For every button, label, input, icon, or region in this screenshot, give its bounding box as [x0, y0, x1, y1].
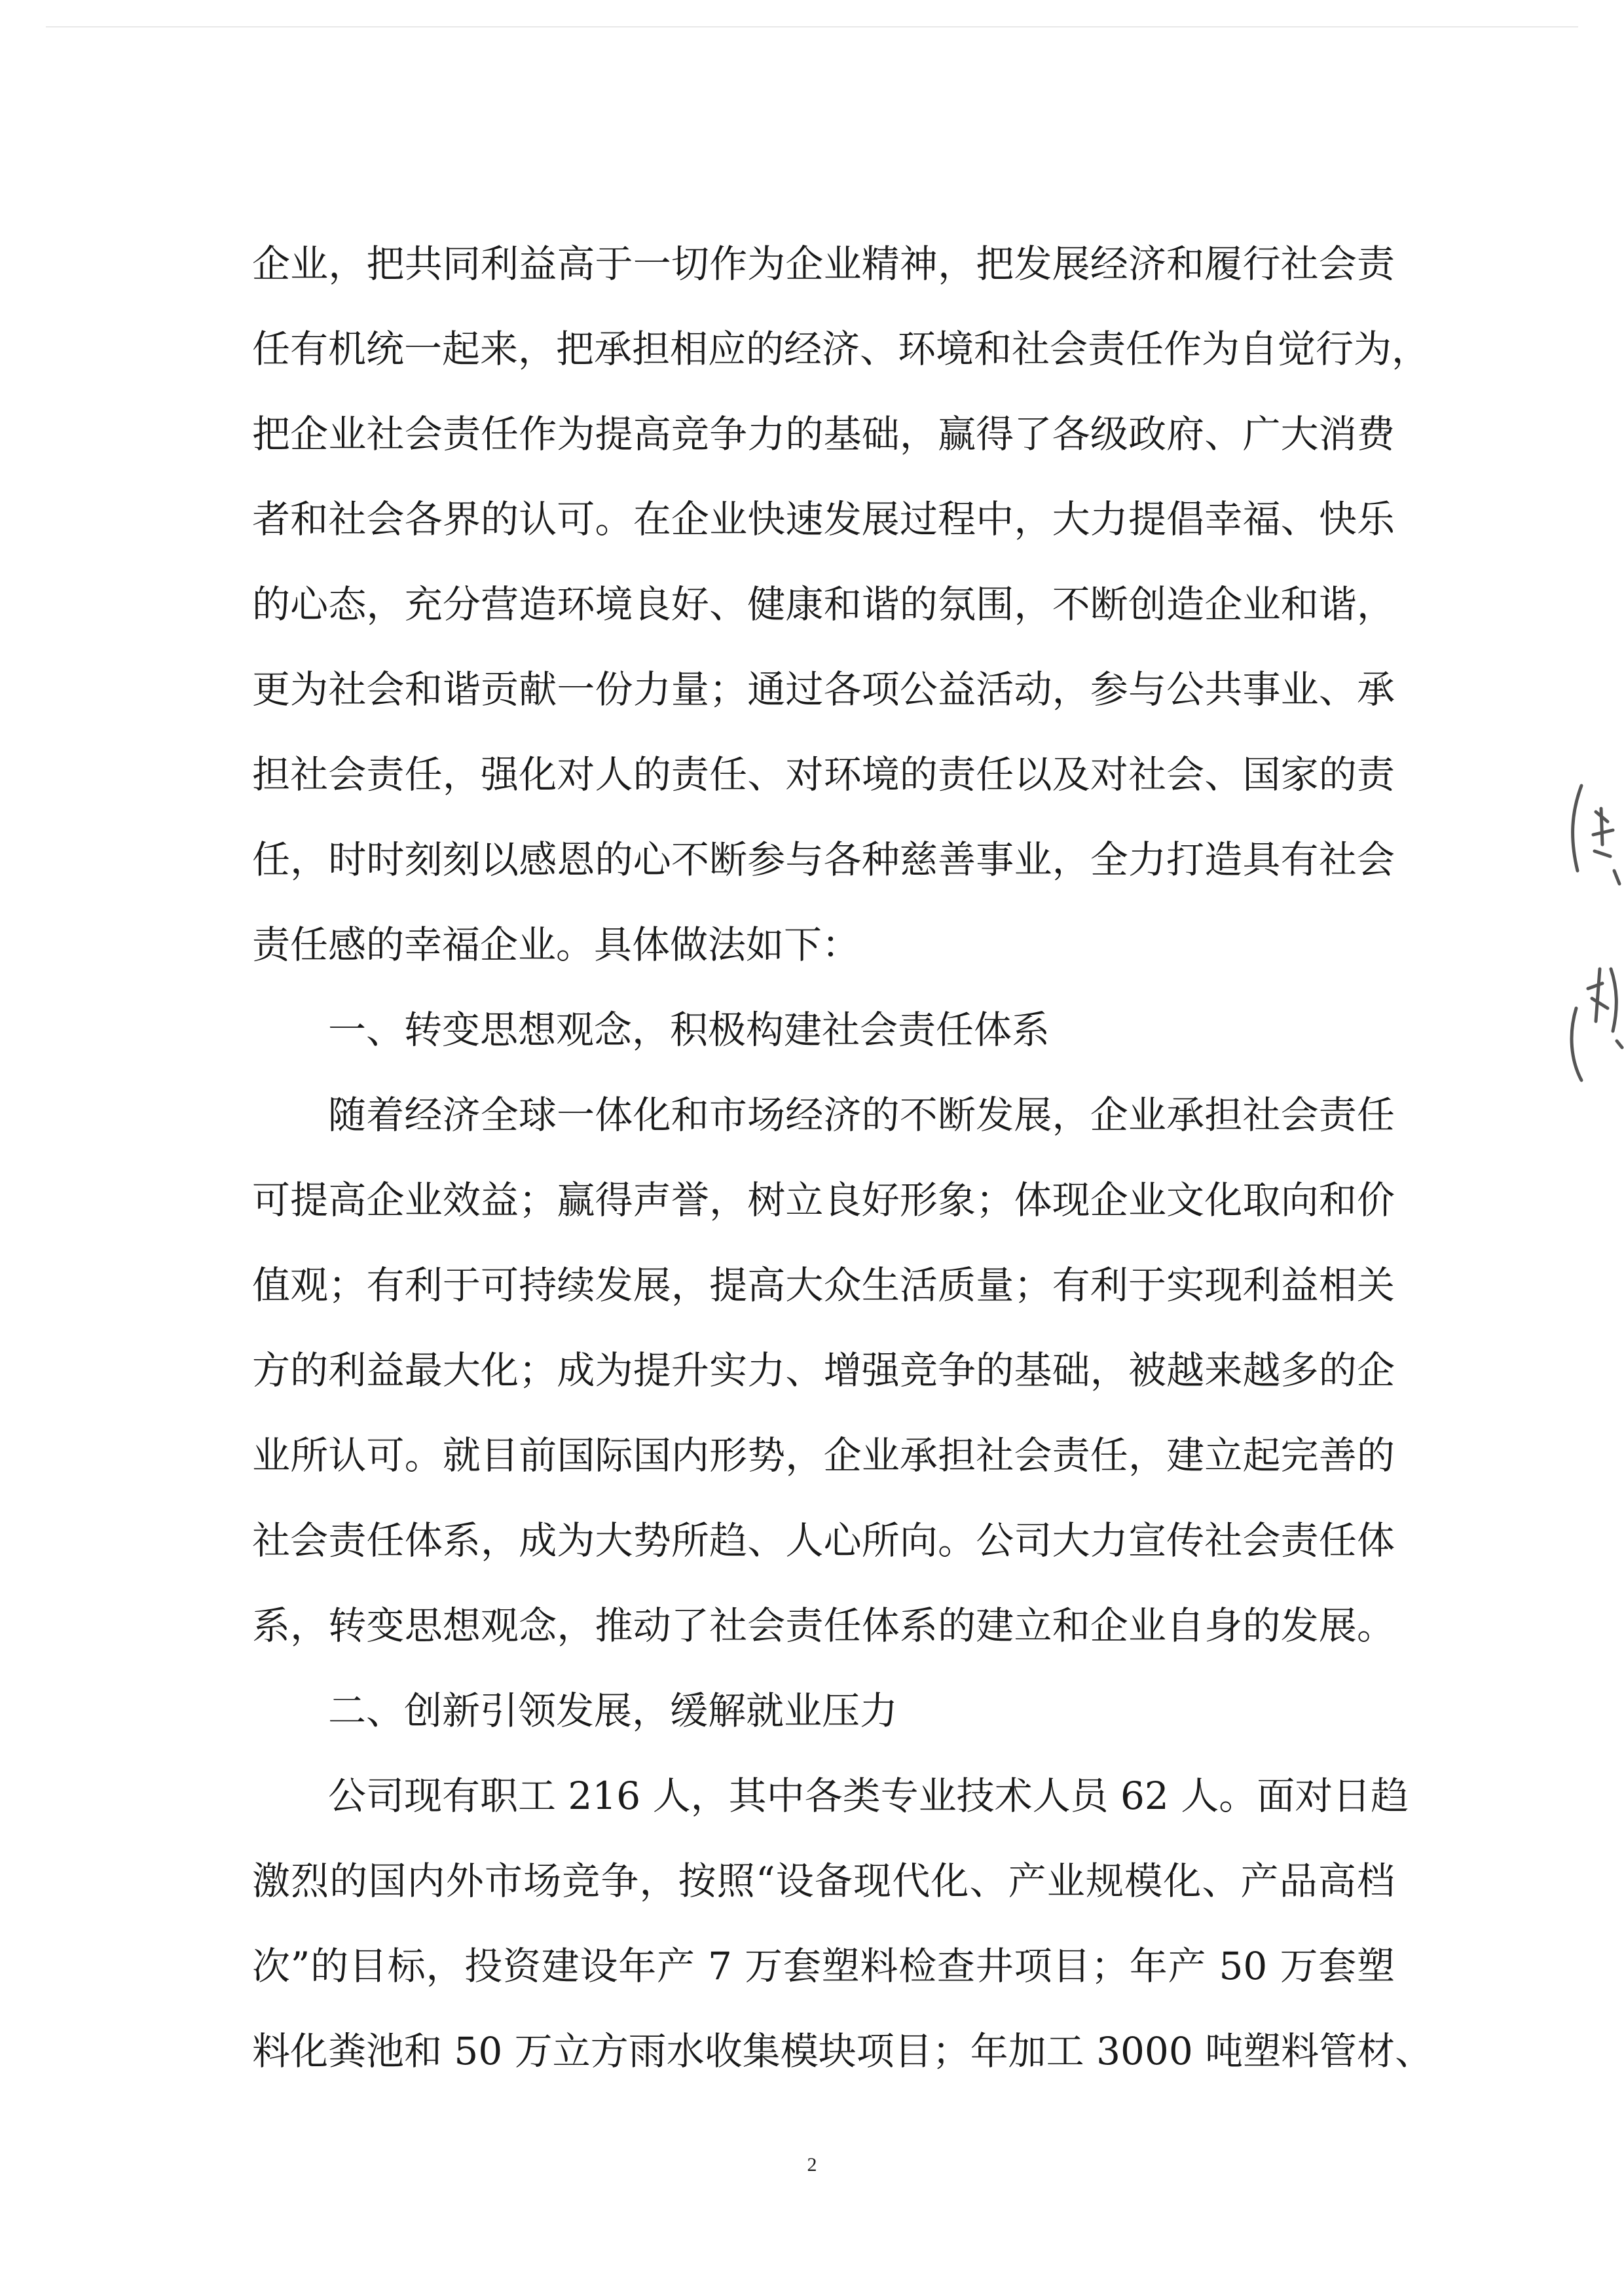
- text-line: 任有机统一起来，把承担相应的经济、环境和社会责任作为自觉行为，: [252, 327, 1430, 371]
- text-line: 料化粪池和 50 万立方雨水收集模块项目；年加工 3000 吨塑料管材、: [252, 2029, 1433, 2073]
- section-heading-1: 一、转变思想观念，积极构建社会责任体系: [328, 1008, 1050, 1052]
- text-line: 公司现有职工 216 人，其中各类专业技术人员 62 人。面对日趋: [328, 1774, 1409, 1818]
- text-line: 企业，把共同利益高于一切作为企业精神，把发展经济和履行社会责: [252, 242, 1395, 286]
- text-line: 把企业社会责任作为提高竞争力的基础，赢得了各级政府、广大消费: [252, 412, 1395, 456]
- text-line: 次”的目标，投资建设年产 7 万套塑料检查井项目；年产 50 万套塑: [252, 1944, 1395, 1988]
- text-line: 者和社会各界的认可。在企业快速发展过程中，大力提倡幸福、快乐: [252, 497, 1395, 541]
- text-line: 业所认可。就目前国际国内形势，企业承担社会责任，建立起完善的: [252, 1433, 1395, 1478]
- page-number: 2: [807, 2154, 817, 2176]
- text-line: 可提高企业效益；赢得声誉，树立良好形象；体现企业文化取向和价: [252, 1178, 1395, 1222]
- text-line: 系，转变思想观念，推动了社会责任体系的建立和企业自身的发展。: [252, 1603, 1395, 1648]
- seal-stamp-fragment: [1562, 773, 1624, 1100]
- text-line: 担社会责任，强化对人的责任、对环境的责任以及对社会、国家的责: [252, 752, 1395, 797]
- scan-edge-divider: [46, 26, 1578, 27]
- section-heading-2: 二、创新引领发展，缓解就业压力: [328, 1688, 898, 1733]
- text-line: 方的利益最大化；成为提升实力、增强竞争的基础，被越来越多的企: [252, 1348, 1395, 1393]
- text-line: 随着经济全球一体化和市场经济的不断发展，企业承担社会责任: [328, 1093, 1395, 1137]
- text-line: 的心态，充分营造环境良好、健康和谐的氛围，不断创造企业和谐，: [252, 582, 1395, 627]
- text-line: 激烈的国内外市场竞争，按照“设备现代化、产业规模化、产品高档: [252, 1859, 1395, 1903]
- text-line: 更为社会和谐贡献一份力量；通过各项公益活动，参与公共事业、承: [252, 667, 1395, 712]
- body-text: [252, 221, 1433, 2094]
- text-line: 任，时时刻刻以感恩的心不断参与各种慈善事业，全力打造具有社会: [252, 837, 1395, 882]
- text-line: 社会责任体系，成为大势所趋、人心所向。公司大力宣传社会责任体: [252, 1518, 1395, 1563]
- text-line: 值观；有利于可持续发展，提高大众生活质量；有利于实现利益相关: [252, 1263, 1395, 1307]
- text-line: 责任感的幸福企业。具体做法如下：: [252, 922, 860, 967]
